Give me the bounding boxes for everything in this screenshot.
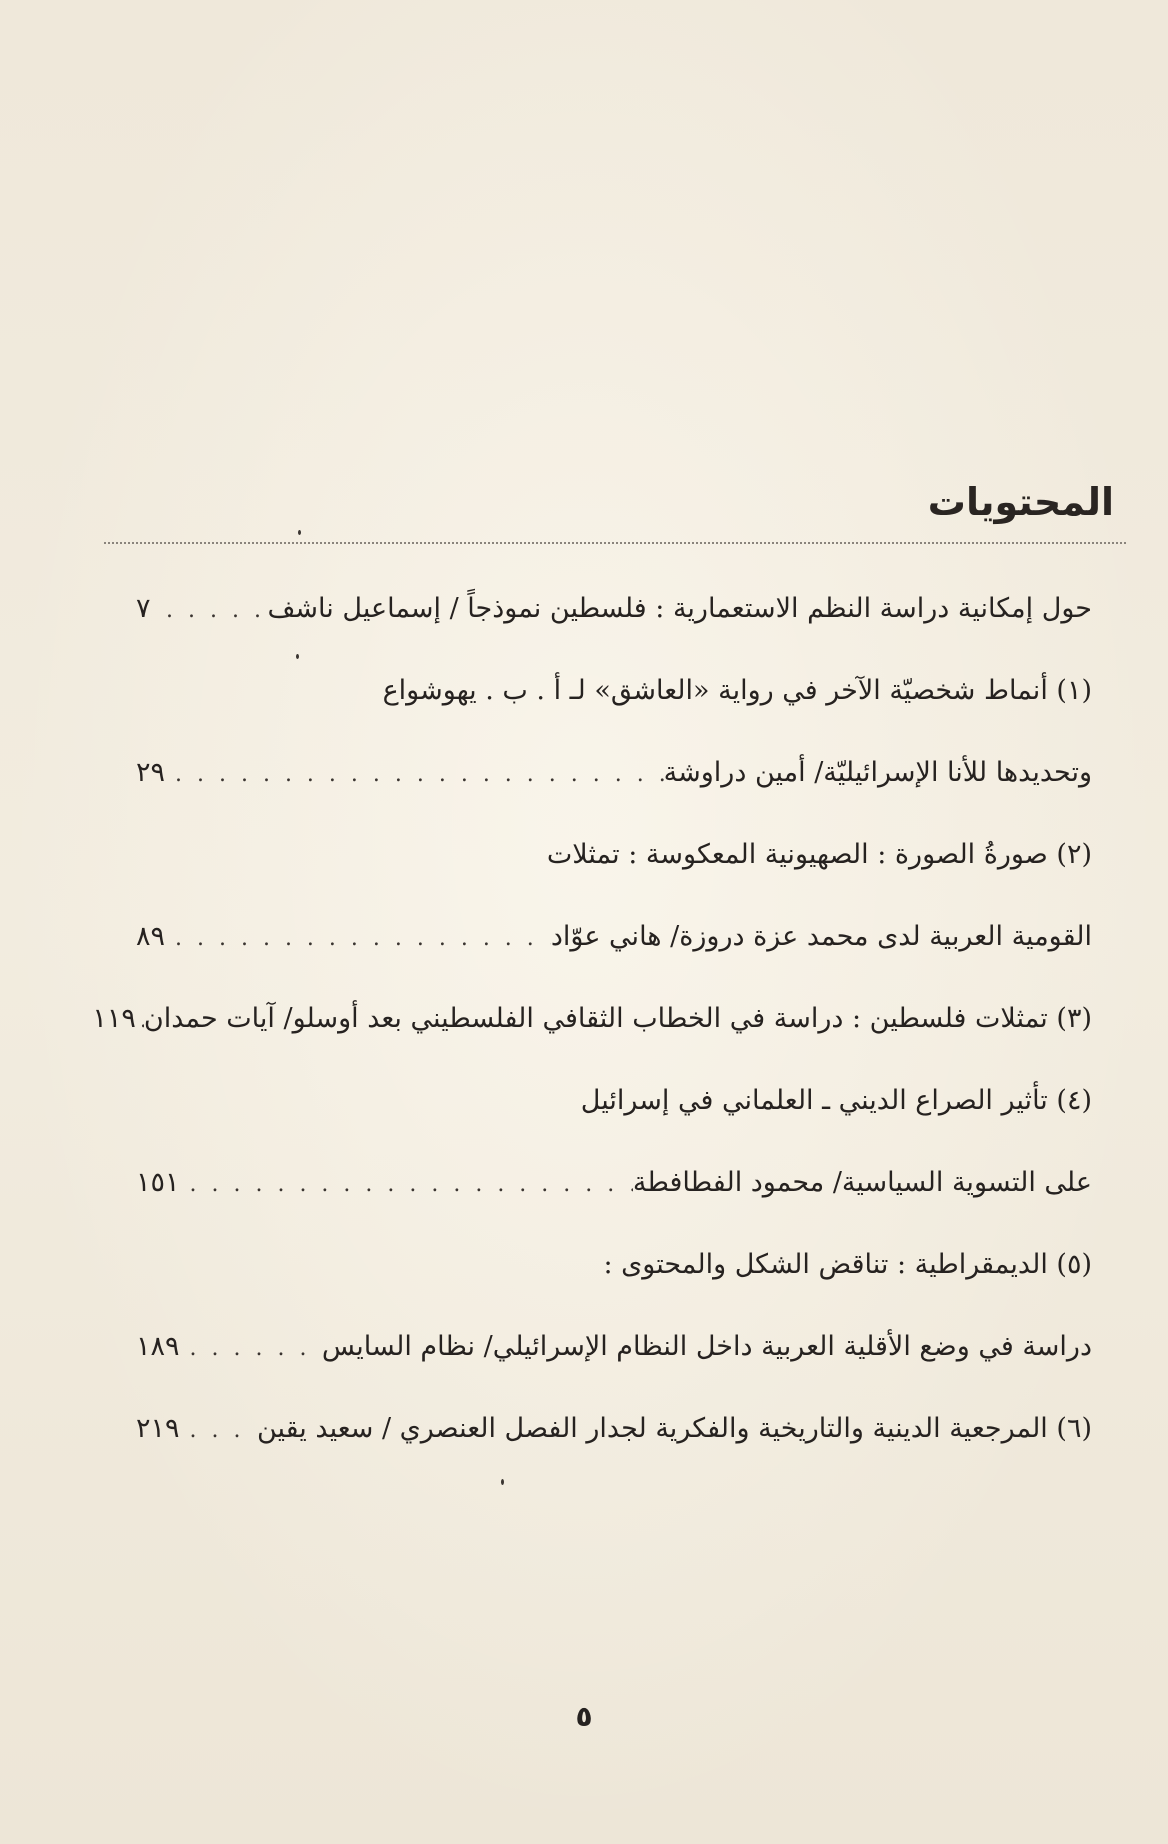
toc-entry <box>136 742 1092 824</box>
toc-entry <box>136 660 1092 742</box>
toc-entry <box>136 1070 1092 1152</box>
toc-entry-page: ٢١٩ <box>136 1413 180 1444</box>
toc-entry-title: (٣) تمثلات فلسطين : دراسة في الخطاب الثقافي الفلسطيني بعد أوسلو/ آيات حمدان <box>143 1003 1092 1034</box>
toc-entry-page: ٢٩ <box>136 757 166 788</box>
dot-leader <box>165 744 664 806</box>
dot-leader <box>180 1318 322 1380</box>
toc-entry <box>136 1316 1092 1398</box>
toc-entry-page: ١٥١ <box>136 1167 180 1198</box>
dot-leader <box>180 1154 633 1216</box>
toc-entry-title: على التسوية السياسية/ محمود الفطافطة <box>632 1167 1092 1198</box>
toc-entry <box>92 988 1092 1070</box>
toc-entry-page: ٧ <box>136 593 151 624</box>
toc-entry-title: (٦) المرجعية الدينية والتاريخية والفكرية لجدار الفصل العنصري / سعيد يقين <box>256 1413 1092 1444</box>
toc-entry-page: ٨٩ <box>136 921 166 952</box>
toc-entry <box>136 578 1092 660</box>
toc-entry-title: (٥) الديمقراطية : تناقض الشكل والمحتوى : <box>603 1249 1092 1280</box>
dot-leader <box>165 908 551 970</box>
toc-entry-title: دراسة في وضع الأقلية العربية داخل النظام الإسرائيلي/ نظام السايس <box>321 1331 1092 1362</box>
toc-entry-page: ١٨٩ <box>136 1331 180 1362</box>
toc-entry-title: (٤) تأثير الصراع الديني ـ العلماني في إسرائيل <box>580 1085 1092 1116</box>
toc-entry-title: (٢) صورةُ الصورة : الصهيونية المعكوسة : تمثلات <box>546 839 1092 870</box>
toc-header <box>40 478 1128 526</box>
toc-title: المحتويات <box>927 480 1114 524</box>
toc-entry <box>136 1234 1092 1316</box>
print-speck <box>298 530 301 535</box>
toc-entry-title: وتحديدها للأنا الإسرائيليّة/ أمين دراوشة <box>663 757 1092 788</box>
dot-leader <box>156 580 267 642</box>
page-number: ٥ <box>575 1700 593 1733</box>
dot-leader <box>136 990 144 1052</box>
toc-entry <box>136 1398 1092 1480</box>
toc-entry-title: القومية العربية لدى محمد عزة دروزة/ هاني عوّاد <box>550 921 1092 952</box>
toc-divider <box>104 542 1126 544</box>
toc-entry <box>136 906 1092 988</box>
print-speck <box>501 1479 504 1485</box>
toc-entry-title: (١) أنماط شخصيّة الآخر في رواية «العاشق» لـ أ . ب . يهوشواع <box>382 675 1092 706</box>
toc-entry-page: ١١٩ <box>92 1003 136 1034</box>
toc-entry-title: حول إمكانية دراسة النظم الاستعمارية : فلسطين نموذجاً / إسماعيل ناشف <box>267 593 1092 624</box>
toc-entry <box>136 1152 1092 1234</box>
print-speck <box>296 654 299 659</box>
toc-list <box>92 578 1092 1480</box>
toc-entry <box>136 824 1092 906</box>
dot-leader <box>180 1400 257 1462</box>
